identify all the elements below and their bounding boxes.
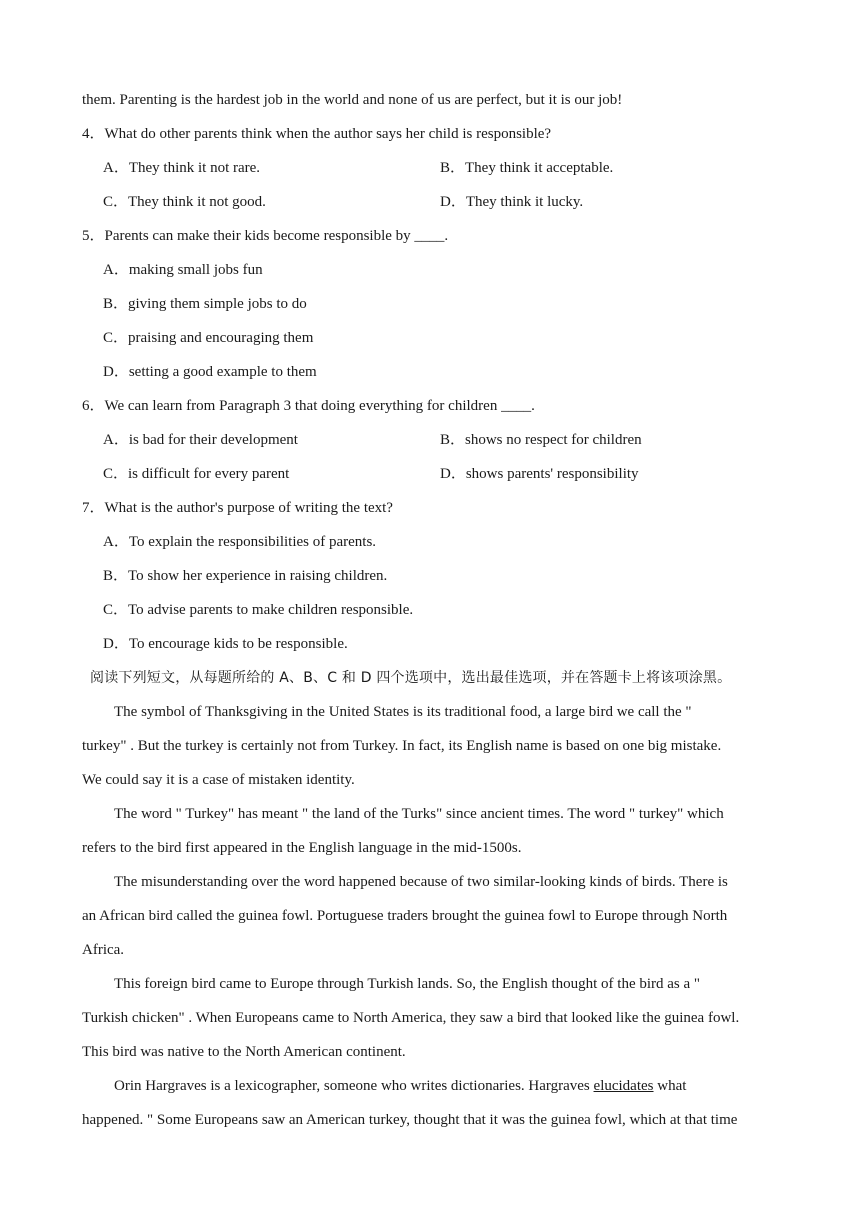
question-4-option-b: B．They think it acceptable. [440,160,614,176]
passage-text: Orin Hargraves is a lexicographer, someone who writes dictionaries. Hargraves [114,1078,590,1094]
question-7-option-a: A．To explain the responsibilities of parents. [103,534,377,550]
passage-line: refers to the bird first appeared in the English language in the mid-1500s. [82,840,522,856]
passage-line: happened. " Some Europeans saw an American turkey, thought that it was the guinea fowl, which at that time [82,1112,738,1128]
passage-continuation-line: them. Parenting is the hardest job in the world and none of us are perfect, but it is our job! [82,92,623,108]
question-7-stem: 7．What is the author's purpose of writing the text? [82,500,393,516]
question-5-option-b: B．giving them simple jobs to do [103,296,307,312]
passage-line: This foreign bird came to Europe through Turkish lands. So, the English thought of the bird as a " [114,976,701,992]
passage-line: The misunderstanding over the word happened because of two similar-looking kinds of birds. There is [114,874,728,890]
passage-line: Africa. [82,942,125,958]
reading-instruction: 阅读下列短文，从每题所给的 A、B、C 和 D 四个选项中，选出最佳选项，并在答题卡上将该项涂黑。 [90,670,732,686]
question-4-option-c: C．They think it not good. [103,194,266,210]
underlined-word: elucidates [593,1078,654,1094]
question-7-option-b: B．To show her experience in raising children. [103,568,388,584]
question-6-option-c: C．is difficult for every parent [103,466,290,482]
question-5-option-d: D．setting a good example to them [103,364,317,380]
passage-text: what [657,1078,687,1094]
passage-line: This bird was native to the North American continent. [82,1044,406,1060]
question-6-option-a: A．is bad for their development [103,432,298,448]
passage-line: We could say it is a case of mistaken identity. [82,772,355,788]
question-7-option-c: C．To advise parents to make children responsible. [103,602,414,618]
question-5-option-c: C．praising and encouraging them [103,330,314,346]
question-5-option-a: A．making small jobs fun [103,262,263,278]
question-4-stem: 4．What do other parents think when the author says her child is responsible? [82,126,552,142]
passage-line [114,1076,686,1096]
passage-line: The word " Turkey" has meant " the land of the Turks" since ancient times. The word " turkey" which [114,806,724,822]
question-4-option-a: A．They think it not rare. [103,160,261,176]
question-6-stem: 6．We can learn from Paragraph 3 that doing everything for children ____. [82,398,535,414]
question-6-option-b: B．shows no respect for children [440,432,642,448]
question-4-option-d: D．They think it lucky. [440,194,584,210]
passage-line: turkey" . But the turkey is certainly not from Turkey. In fact, its English name is based on one big mistake. [82,738,722,754]
question-6-option-d: D．shows parents' responsibility [440,466,639,482]
passage-line: an African bird called the guinea fowl. Portuguese traders brought the guinea fowl to Europe through North [82,908,728,924]
passage-line: The symbol of Thanksgiving in the United States is its traditional food, a large bird we call the " [114,704,692,720]
passage-line: Turkish chicken" . When Europeans came to North America, they saw a bird that looked like the guinea fowl. [82,1010,740,1026]
question-5-stem: 5．Parents can make their kids become responsible by ____. [82,228,449,244]
question-7-option-d: D．To encourage kids to be responsible. [103,636,348,652]
